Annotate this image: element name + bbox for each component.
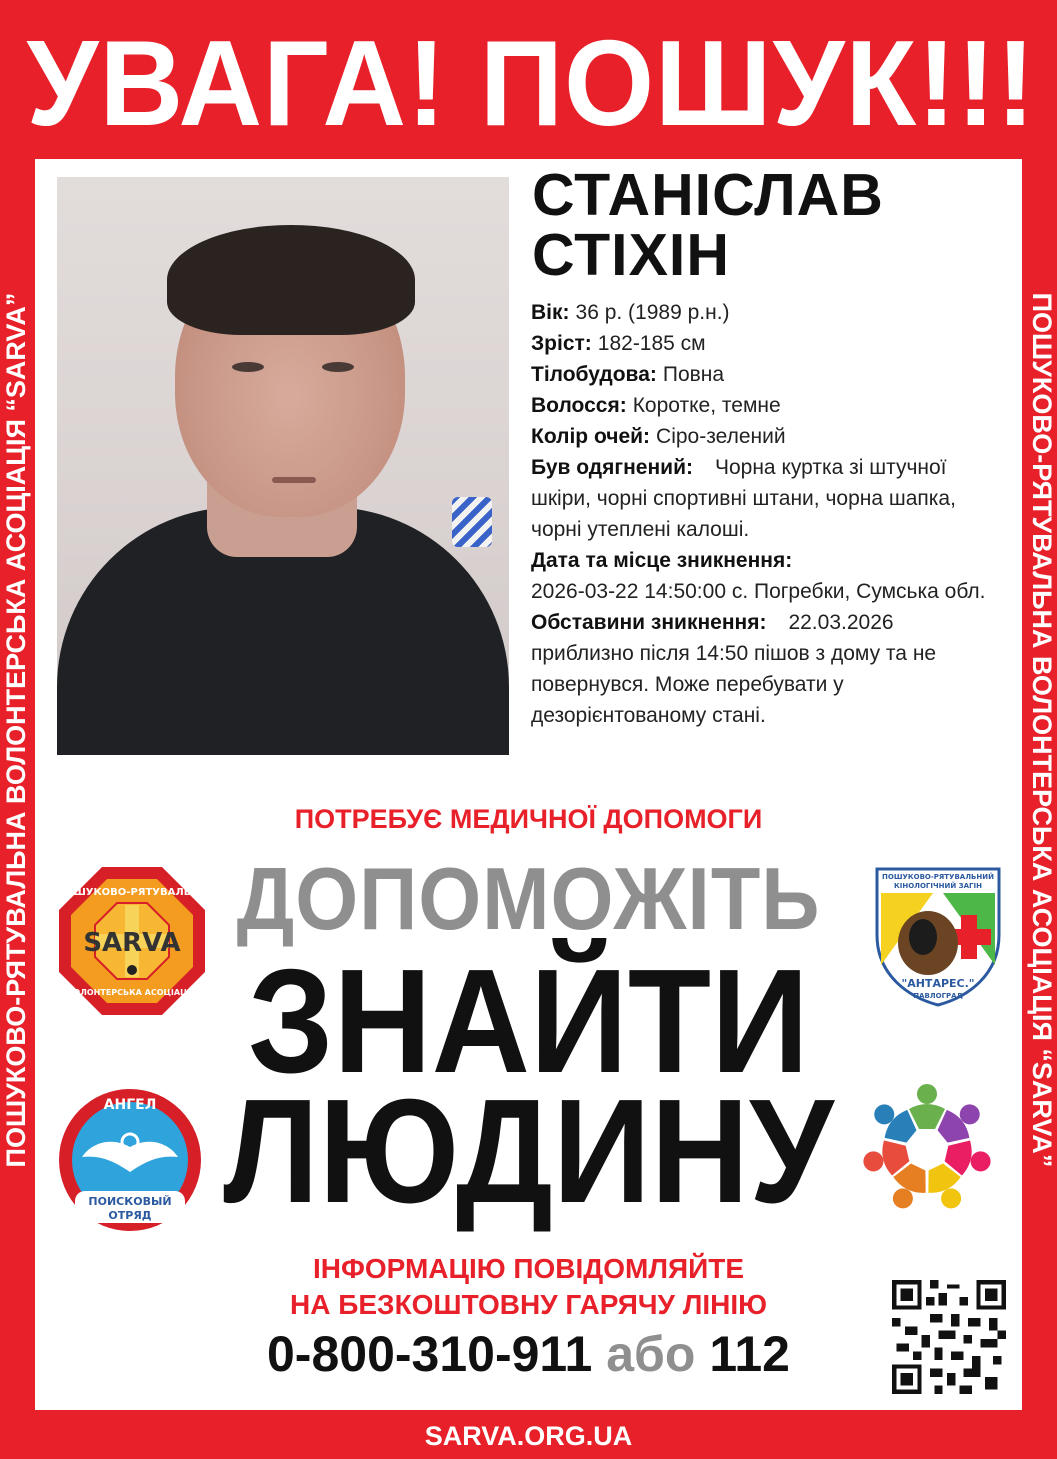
help-text: ДОПОМОЖІТЬ (236, 849, 821, 948)
missing-person-photo (57, 177, 509, 755)
hotline-line-2: НА БЕЗКОШТОВНУ ГАРЯЧУ ЛІНІЮ (290, 1289, 767, 1320)
side-text-right: ПОШУКОВО-РЯТУВАЛЬНА ВОЛОНТЕРСЬКА АСОЦІАЦІЯ “SARVA” (1027, 292, 1057, 1168)
svg-text:ПОШУКОВО-РЯТУВАЛЬНИЙ: ПОШУКОВО-РЯТУВАЛЬНИЙ (882, 873, 994, 881)
info-height: Зріст: 182-185 см (531, 332, 706, 355)
find-text: ЗНАЙТИ (248, 939, 809, 1104)
angel-logo (57, 1087, 203, 1233)
svg-text:КІНОЛОГІЧНИЙ ЗАГІН: КІНОЛОГІЧНИЙ ЗАГІН (894, 882, 982, 890)
svg-text:ОТРЯД: ОТРЯД (108, 1209, 152, 1222)
hotline-line-1: ІНФОРМАЦІЮ ПОВІДОМЛЯЙТЕ (312, 1253, 745, 1284)
phone-or: або (606, 1326, 696, 1382)
phone-main[interactable]: 0-800-310-911 (267, 1326, 593, 1382)
info-build: Тілобудова: Повна (531, 363, 725, 386)
sarva-logo (57, 865, 207, 1017)
info-age: Вік: 36 р. (1989 р.н.) (531, 301, 730, 324)
hotline-text (185, 1251, 872, 1323)
people-circle-logo (857, 1079, 997, 1219)
svg-text:АНГЕЛ: АНГЕЛ (103, 1097, 157, 1113)
svg-text:ПОШУКОВО-РЯТУВАЛЬНА: ПОШУКОВО-РЯТУВАЛЬНА (57, 887, 207, 898)
headline: УВАГА! ПОШУК!!! (26, 15, 1036, 151)
svg-text:"АНТАРЕС.": "АНТАРЕС." (901, 977, 975, 990)
footer-website[interactable]: SARVA.ORG.UA (424, 1421, 633, 1451)
phone-alt[interactable]: 112 (709, 1326, 790, 1382)
info-hair: Волосся: Коротке, темне (531, 394, 781, 417)
qr-code[interactable] (888, 1276, 1010, 1398)
svg-text:ПОИСКОВЫЙ: ПОИСКОВЫЙ (88, 1195, 172, 1208)
info-eyes: Колір очей: Сіро-зелений (531, 425, 786, 448)
person-text: ЛЮДИНУ (223, 1069, 834, 1234)
svg-text:ВОЛОНТЕРСЬКА АСОЦІАЦІЯ: ВОЛОНТЕРСЬКА АСОЦІАЦІЯ (67, 988, 197, 997)
svg-text:ПАВЛОГРАД: ПАВЛОГРАД (913, 992, 963, 1000)
antares-logo (873, 865, 1003, 1007)
first-name: СТАНІСЛАВ (532, 162, 884, 228)
person-name (532, 162, 1002, 288)
last-name: СТІХІН (532, 222, 730, 288)
info-date-label: Дата та місце зникнення: (531, 549, 793, 572)
person-info (531, 297, 1001, 731)
side-text-left: ПОШУКОВО-РЯТУВАЛЬНА ВОЛОНТЕРСЬКА АСОЦІАЦІЯ “SARVA” (1, 292, 31, 1168)
poster-card (35, 159, 1022, 1410)
svg-text:SARVA: SARVA (83, 928, 181, 958)
medical-notice: ПОТРЕБУЄ МЕДИЧНОЇ ДОПОМОГИ (294, 804, 763, 834)
info-circumstances: Обставини зникнення: 22.03.2026 приблизно після 14:50 пішов з дому та не повернувся. Може перебувати у дезорієнтованому стані. (531, 611, 937, 727)
info-date: 2026-03-22 14:50:00 с. Погребки, Сумська обл. (531, 580, 986, 603)
phone-numbers (185, 1324, 872, 1384)
info-clothes: Був одягнений: Чорна куртка зі штучної шкіри, чорні спортивні штани, чорна шапка, чорні утеплені калоші. (531, 456, 956, 541)
